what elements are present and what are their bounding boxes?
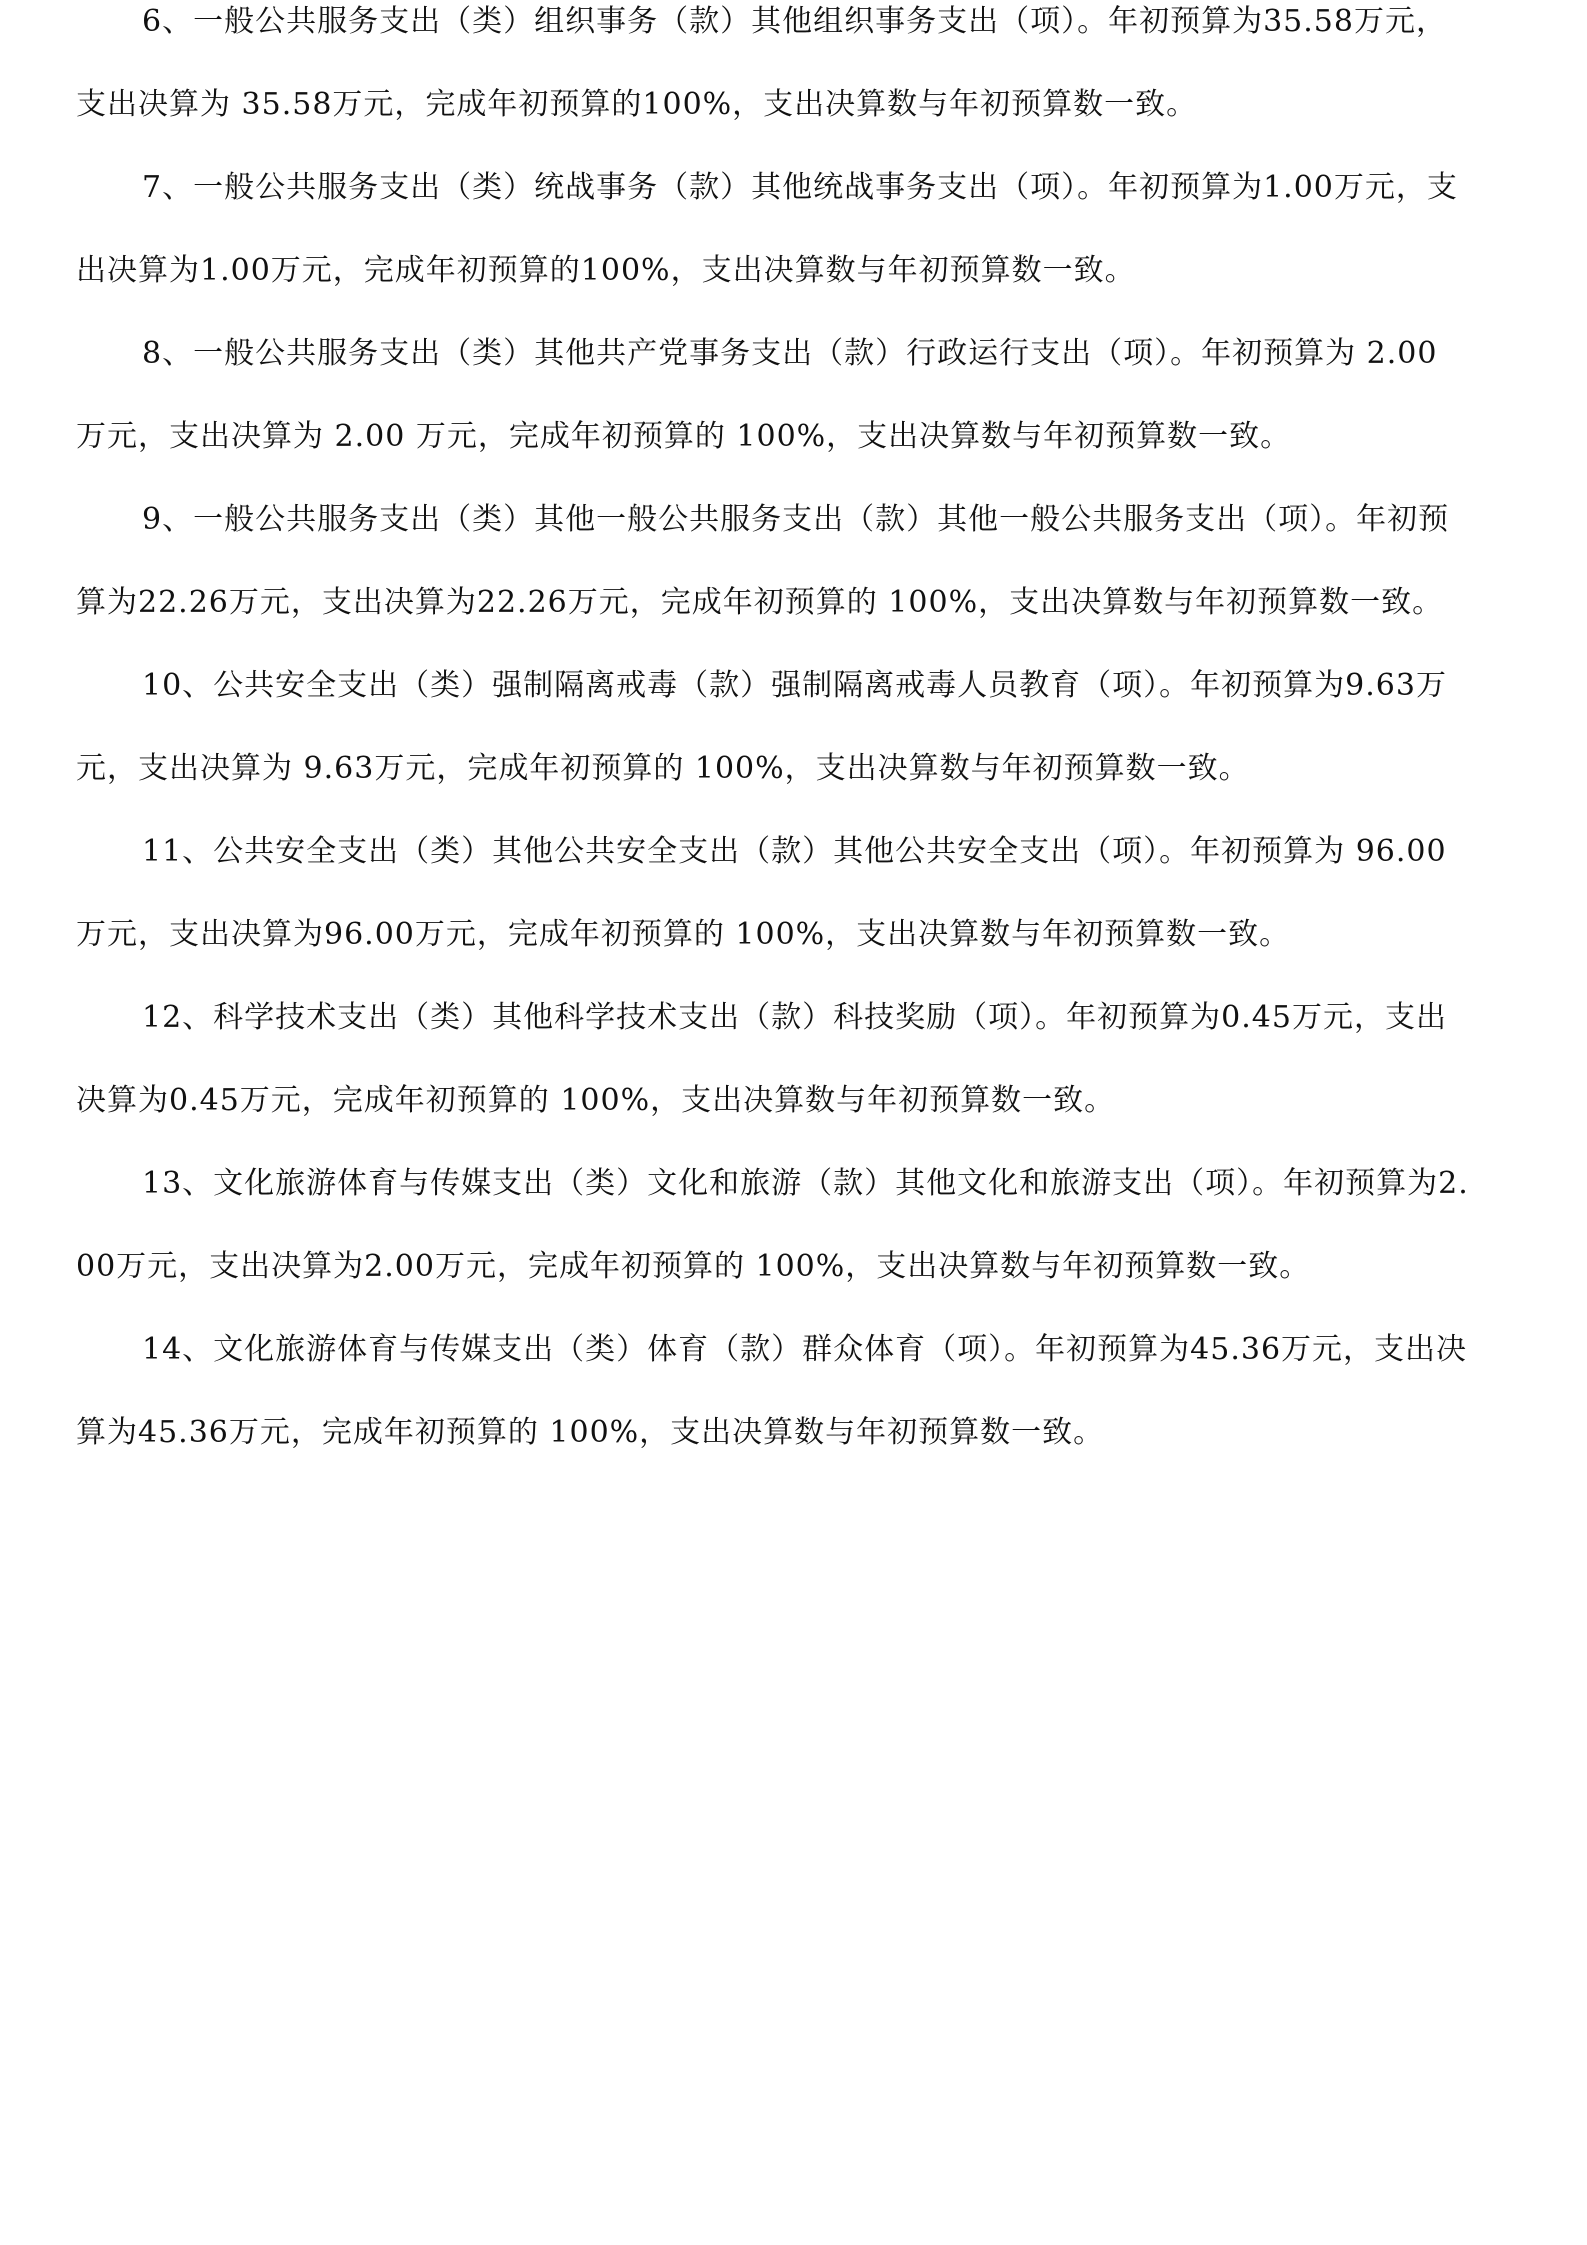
paragraph-item-6: 6、一般公共服务支出（类）组织事务（款）其他组织事务支出（项）。年初预算为35.58万元，支出决算为 35.58万元，完成年初预算的100%，支出决算数与年初预算数一致。 bbox=[76, 4, 1447, 122]
paragraph-item-14: 14、文化旅游体育与传媒支出（类）体育（款）群众体育（项）。年初预算为45.36万元，支出决算为45.36万元，完成年初预算的 100%，支出决算数与年初预算数一致。 bbox=[76, 1332, 1468, 1450]
paragraph-item-12: 12、科学技术支出（类）其他科学技术支出（款）科技奖励（项）。年初预算为0.45万元，支出决算为0.45万元，完成年初预算的 100%，支出决算数与年初预算数一致。 bbox=[76, 1000, 1447, 1118]
paragraph-item-10: 10、公共安全支出（类）强制隔离戒毒（款）强制隔离戒毒人员教育（项）。年初预算为9.63万元，支出决算为 9.63万元，完成年初预算的 100%，支出决算数与年初预算数一致。 bbox=[76, 668, 1447, 786]
paragraph-item-13: 13、文化旅游体育与传媒支出（类）文化和旅游（款）其他文化和旅游支出（项）。年初预算为2.00万元，支出决算为2.00万元，完成年初预算的 100%，支出决算数与年初预算数一致。 bbox=[76, 1166, 1469, 1284]
paragraph-item-11: 11、公共安全支出（类）其他公共安全支出（款）其他公共安全支出（项）。年初预算为 96.00万元，支出决算为96.00万元，完成年初预算的 100%，支出决算数与年初预算数一致。 bbox=[76, 834, 1447, 952]
paragraph-item-7: 7、一般公共服务支出（类）统战事务（款）其他统战事务支出（项）。年初预算为1.00万元，支出决算为1.00万元，完成年初预算的100%，支出决算数与年初预算数一致。 bbox=[76, 170, 1458, 288]
paragraph-item-8: 8、一般公共服务支出（类）其他共产党事务支出（款）行政运行支出（项）。年初预算为 2.00 万元，支出决算为 2.00 万元，完成年初预算的 100%，支出决算数与年初预算数一致。 bbox=[76, 336, 1438, 454]
document-body bbox=[76, 0, 1476, 1474]
paragraph-item-9: 9、一般公共服务支出（类）其他一般公共服务支出（款）其他一般公共服务支出（项）。年初预算为22.26万元，支出决算为22.26万元，完成年初预算的 100%，支出决算数与年初预算数一致。 bbox=[76, 502, 1450, 620]
